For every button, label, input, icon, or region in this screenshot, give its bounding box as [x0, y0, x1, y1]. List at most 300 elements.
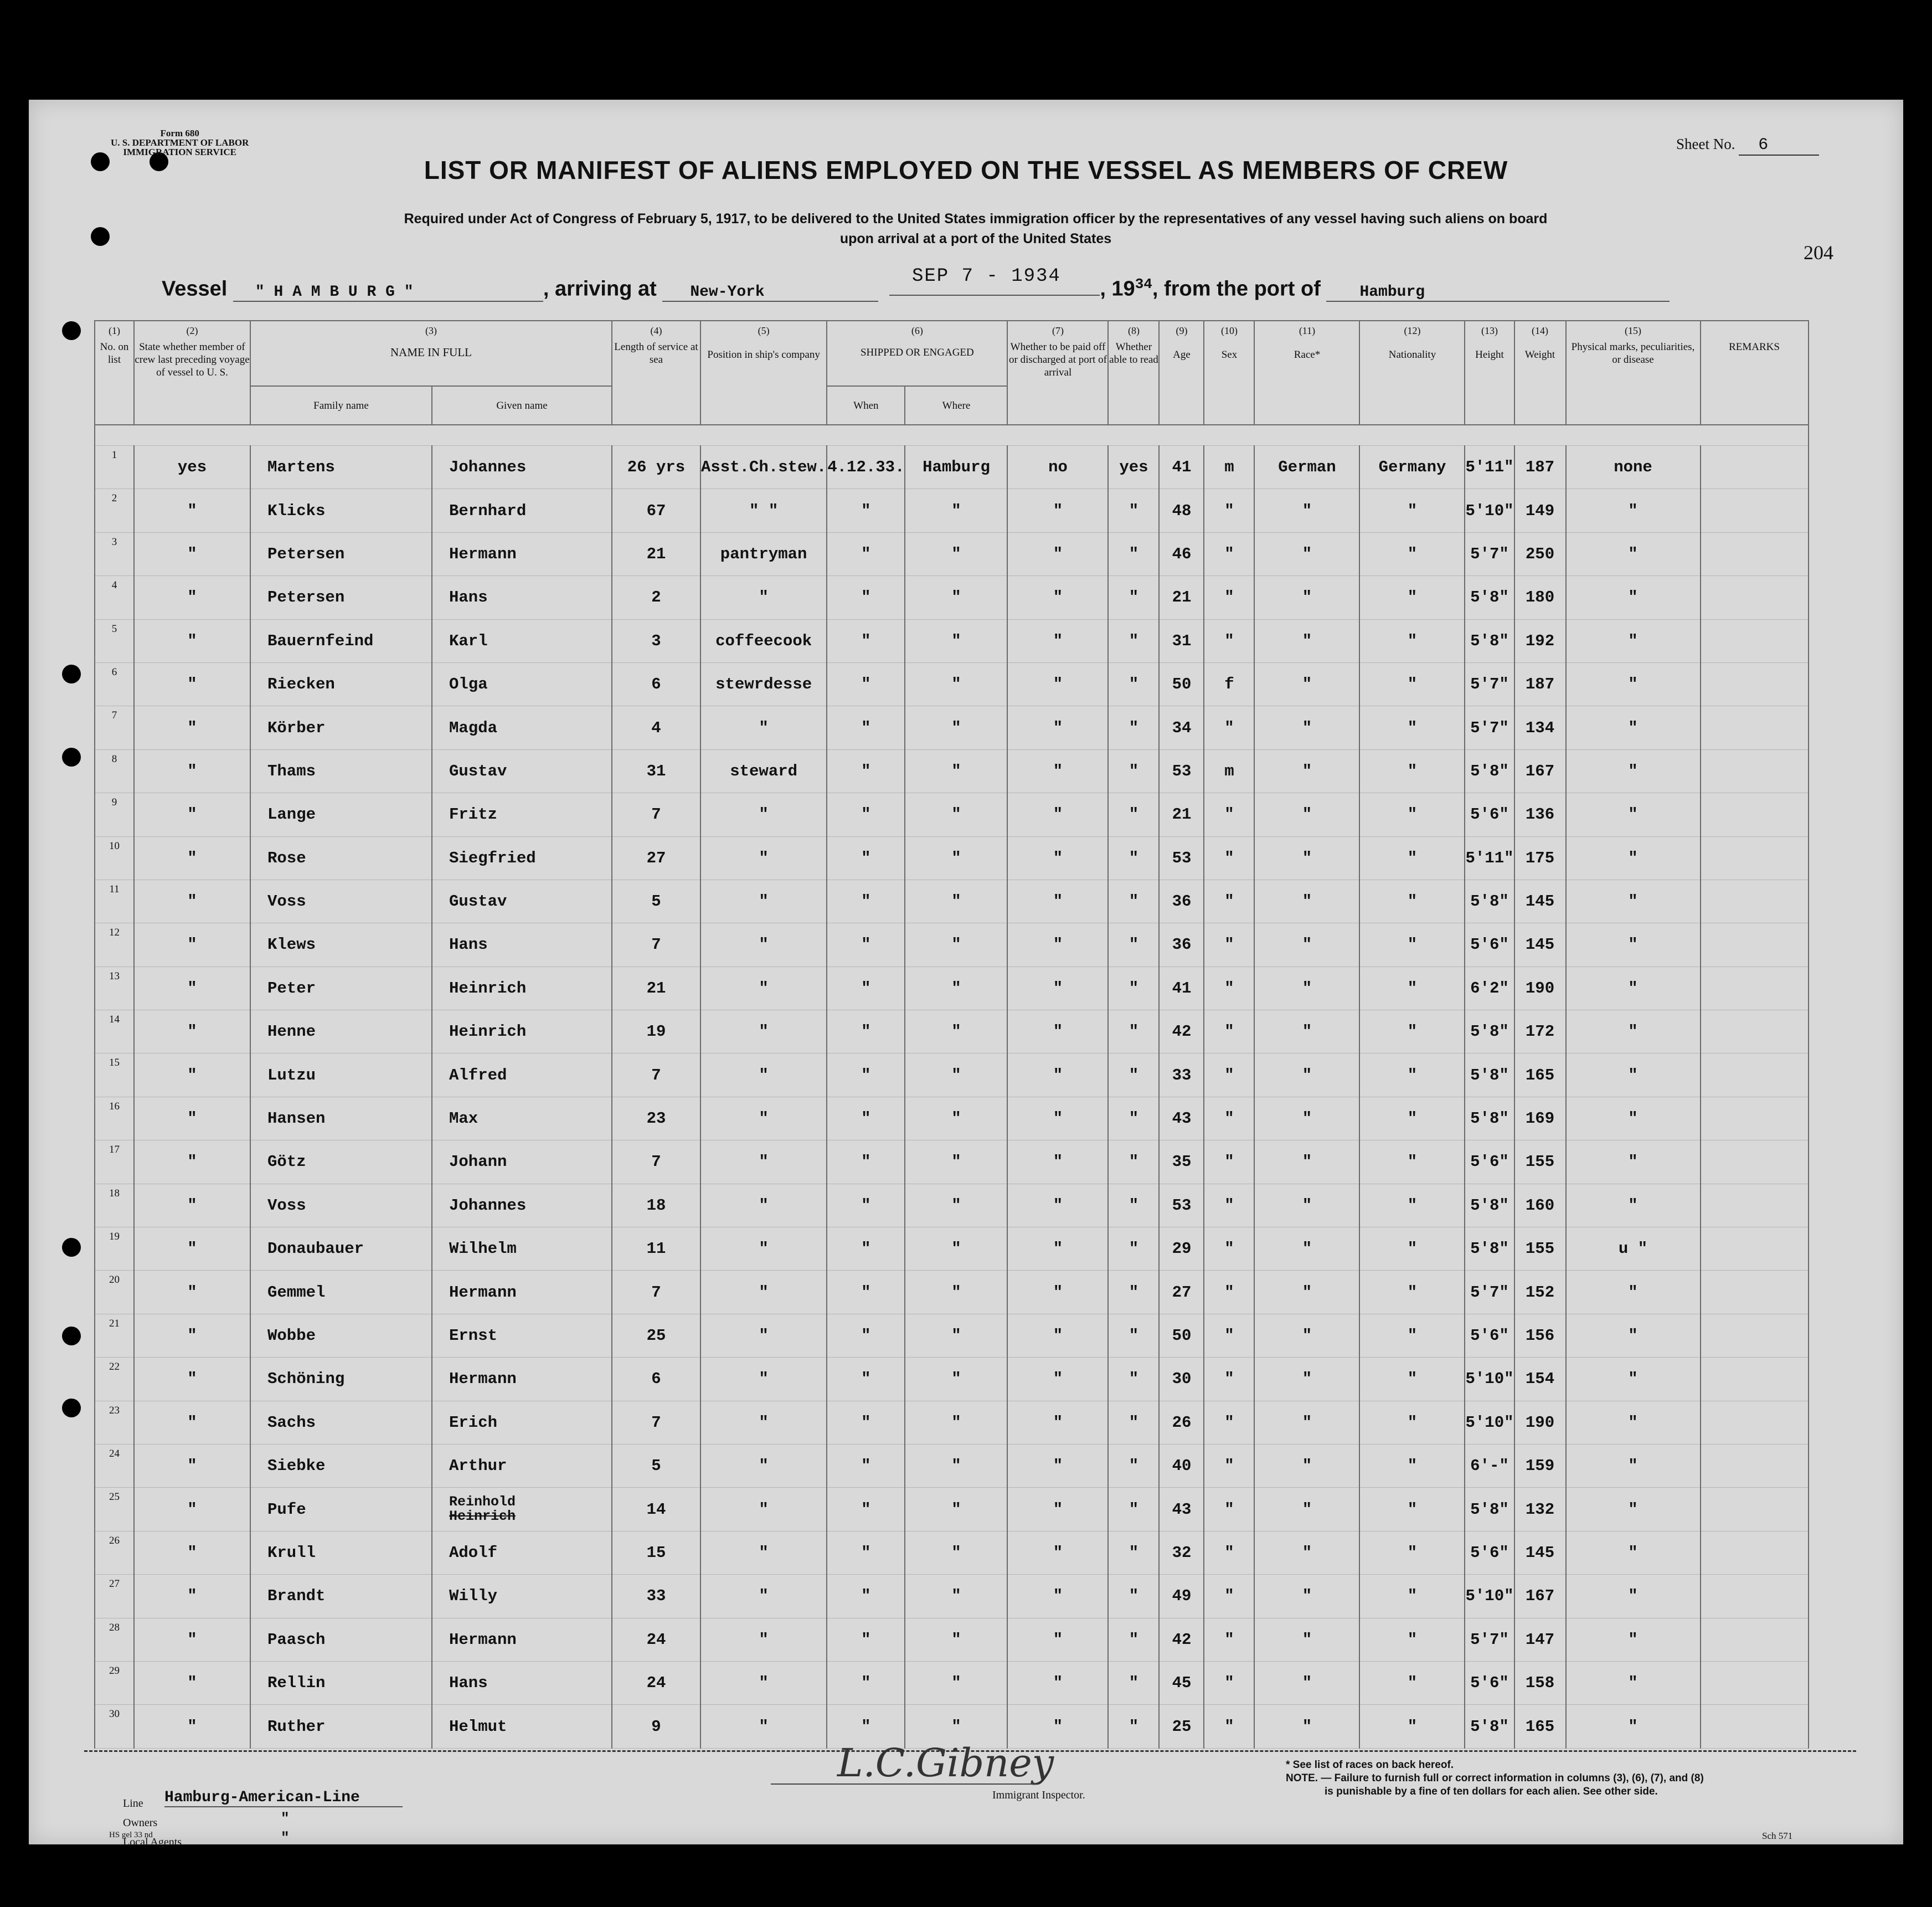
length-of-service-cell: 6	[612, 662, 700, 706]
remarks-cell	[1701, 1618, 1809, 1661]
previous-voyage-cell: "	[134, 662, 250, 706]
able-to-read-cell: "	[1108, 1140, 1159, 1184]
paid-off-cell: "	[1007, 880, 1108, 923]
remarks-cell	[1701, 967, 1809, 1010]
shipped-when-cell: "	[827, 1053, 905, 1097]
length-of-service-cell: 23	[612, 1097, 700, 1140]
age-cell: 35	[1159, 1140, 1204, 1184]
col-header-where: Where	[905, 386, 1007, 425]
previous-voyage-cell: "	[134, 1314, 250, 1357]
shipped-where-cell: "	[905, 1097, 1007, 1140]
given-name-struck: Heinrich	[449, 1508, 516, 1525]
paid-off-cell: "	[1007, 489, 1108, 532]
row-number-cell: 10	[95, 836, 134, 880]
previous-voyage-cell: "	[134, 1184, 250, 1227]
table-row	[95, 1575, 1809, 1618]
family-name-cell: Hansen	[250, 1097, 432, 1140]
position-cell: "	[700, 1097, 827, 1140]
able-to-read-cell: "	[1108, 1401, 1159, 1444]
col-header-family-name: Family name	[250, 386, 432, 425]
able-to-read-cell: "	[1108, 1358, 1159, 1401]
paid-off-cell: "	[1007, 1575, 1108, 1618]
given-name-cell: Gustav	[432, 880, 612, 923]
nationality-cell: "	[1359, 1097, 1465, 1140]
required-notice	[239, 209, 1712, 249]
position-cell: "	[700, 1184, 827, 1227]
col-header-no: (1) No. on list	[95, 321, 134, 425]
table-row	[95, 1053, 1809, 1097]
previous-voyage-cell: "	[134, 1531, 250, 1574]
physical-marks-cell: "	[1566, 1314, 1701, 1357]
punch-hole	[62, 1238, 81, 1257]
position-cell: "	[700, 1271, 827, 1314]
previous-voyage-cell: "	[134, 576, 250, 619]
given-name-cell: Johannes	[432, 1184, 612, 1227]
paid-off-cell: "	[1007, 1618, 1108, 1661]
shipped-when-cell: "	[827, 489, 905, 532]
vessel-name-field: " H A M B U R G "	[233, 284, 543, 302]
table-row	[95, 1358, 1809, 1401]
weight-cell: 134	[1514, 706, 1566, 749]
paid-off-cell: "	[1007, 1661, 1108, 1704]
race-cell: "	[1254, 923, 1359, 967]
position-cell: "	[700, 1140, 827, 1184]
schedule-number: Sch 571	[1762, 1831, 1793, 1841]
physical-marks-cell: "	[1566, 880, 1701, 923]
race-cell: "	[1254, 532, 1359, 575]
able-to-read-cell: "	[1108, 1227, 1159, 1271]
family-name-cell: Riecken	[250, 662, 432, 706]
nationality-cell: "	[1359, 967, 1465, 1010]
given-name-cell: Erich	[432, 1401, 612, 1444]
table-row	[95, 532, 1809, 575]
position-cell: "	[700, 1661, 827, 1704]
race-cell: "	[1254, 1531, 1359, 1574]
physical-marks-cell: none	[1566, 446, 1701, 489]
sheet-number-field	[1676, 136, 1819, 156]
given-name-cell: Helmut	[432, 1705, 612, 1748]
table-row	[95, 1271, 1809, 1314]
date-blank-field	[889, 295, 1100, 296]
remarks-cell	[1701, 1575, 1809, 1618]
remarks-cell	[1701, 1140, 1809, 1184]
race-cell: "	[1254, 836, 1359, 880]
position-cell: "	[700, 1705, 827, 1748]
length-of-service-cell: 7	[612, 1401, 700, 1444]
owners-label: Owners	[123, 1817, 158, 1829]
given-name-cell: Hans	[432, 576, 612, 619]
shipped-where-cell: "	[905, 489, 1007, 532]
previous-voyage-cell: "	[134, 1053, 250, 1097]
position-cell: "	[700, 1531, 827, 1574]
race-cell: "	[1254, 1488, 1359, 1531]
shipped-when-cell: "	[827, 1227, 905, 1271]
sheet-number-value: 6	[1739, 136, 1819, 156]
race-cell: "	[1254, 1661, 1359, 1704]
sex-cell: "	[1204, 532, 1254, 575]
nationality-cell: "	[1359, 1140, 1465, 1184]
able-to-read-cell: "	[1108, 1661, 1159, 1704]
paid-off-cell: "	[1007, 1401, 1108, 1444]
previous-voyage-cell: "	[134, 1401, 250, 1444]
physical-marks-cell: "	[1566, 836, 1701, 880]
previous-voyage-cell: "	[134, 532, 250, 575]
shipped-when-cell: "	[827, 1488, 905, 1531]
col-header-nationality: (12) Nationality	[1359, 321, 1465, 425]
physical-marks-cell: "	[1566, 1531, 1701, 1574]
paid-off-cell: "	[1007, 836, 1108, 880]
table-row	[95, 836, 1809, 880]
given-name-cell: Hans	[432, 923, 612, 967]
previous-voyage-cell: yes	[134, 446, 250, 489]
weight-cell: 167	[1514, 1575, 1566, 1618]
given-name-cell: Siegfried	[432, 836, 612, 880]
physical-marks-cell: "	[1566, 1271, 1701, 1314]
physical-marks-cell: "	[1566, 1097, 1701, 1140]
weight-cell: 167	[1514, 749, 1566, 793]
position-cell: "	[700, 967, 827, 1010]
sex-cell: "	[1204, 836, 1254, 880]
weight-cell: 147	[1514, 1618, 1566, 1661]
age-cell: 49	[1159, 1575, 1204, 1618]
shipped-when-cell: "	[827, 706, 905, 749]
given-name-cell: Olga	[432, 662, 612, 706]
height-cell: 5'7"	[1465, 1271, 1514, 1314]
height-cell: 5'10"	[1465, 1358, 1514, 1401]
weight-cell: 149	[1514, 489, 1566, 532]
age-cell: 26	[1159, 1401, 1204, 1444]
shipped-where-cell: "	[905, 619, 1007, 662]
remarks-cell	[1701, 1661, 1809, 1704]
row-number-cell: 23	[95, 1401, 134, 1444]
age-cell: 42	[1159, 1618, 1204, 1661]
sex-cell: m	[1204, 446, 1254, 489]
shipped-when-cell: "	[827, 1705, 905, 1748]
row-number-cell: 21	[95, 1314, 134, 1357]
able-to-read-cell: "	[1108, 1705, 1159, 1748]
length-of-service-cell: 14	[612, 1488, 700, 1531]
family-name-cell: Lange	[250, 793, 432, 836]
nationality-cell: "	[1359, 1705, 1465, 1748]
row-number-cell: 30	[95, 1705, 134, 1748]
row-number-cell: 29	[95, 1661, 134, 1704]
nationality-cell: "	[1359, 1358, 1465, 1401]
age-cell: 25	[1159, 1705, 1204, 1748]
remarks-cell	[1701, 662, 1809, 706]
race-cell: "	[1254, 1271, 1359, 1314]
row-number-cell: 9	[95, 793, 134, 836]
paid-off-cell: "	[1007, 1053, 1108, 1097]
family-name-cell: Thams	[250, 749, 432, 793]
length-of-service-cell: 5	[612, 1444, 700, 1487]
shipped-where-cell: "	[905, 793, 1007, 836]
length-of-service-cell: 21	[612, 967, 700, 1010]
family-name-cell: Petersen	[250, 576, 432, 619]
family-name-cell: Wobbe	[250, 1314, 432, 1357]
weight-cell: 132	[1514, 1488, 1566, 1531]
physical-marks-cell: "	[1566, 1488, 1701, 1531]
height-cell: 5'7"	[1465, 1618, 1514, 1661]
nationality-cell: "	[1359, 1661, 1465, 1704]
sex-cell: "	[1204, 1140, 1254, 1184]
previous-voyage-cell: "	[134, 1140, 250, 1184]
form-code: HS gel 33 nd	[109, 1831, 153, 1839]
race-cell: "	[1254, 793, 1359, 836]
vessel-label: Vessel	[162, 277, 228, 301]
able-to-read-cell: "	[1108, 1010, 1159, 1053]
height-cell: 5'10"	[1465, 1575, 1514, 1618]
given-name-cell: Hermann	[432, 532, 612, 575]
position-cell: pantryman	[700, 532, 827, 575]
remarks-cell	[1701, 532, 1809, 575]
age-cell: 21	[1159, 793, 1204, 836]
sex-cell: m	[1204, 749, 1254, 793]
sex-cell: "	[1204, 793, 1254, 836]
table-row	[95, 967, 1809, 1010]
position-cell: "	[700, 1618, 827, 1661]
previous-voyage-cell: "	[134, 1575, 250, 1618]
position-cell: steward	[700, 749, 827, 793]
required-text-line-1: Required under Act of Congress of February 5, 1917, to be delivered to the United States immigration officer by the representatives of any vessel having such aliens on board	[404, 211, 1548, 227]
race-cell: "	[1254, 706, 1359, 749]
position-cell: "	[700, 1314, 827, 1357]
weight-cell: 159	[1514, 1444, 1566, 1487]
age-cell: 50	[1159, 662, 1204, 706]
height-cell: 5'8"	[1465, 1010, 1514, 1053]
shipped-where-cell: "	[905, 1184, 1007, 1227]
shipped-when-cell: "	[827, 662, 905, 706]
sex-cell: "	[1204, 1097, 1254, 1140]
weight-cell: 145	[1514, 1531, 1566, 1574]
shipped-where-cell: "	[905, 880, 1007, 923]
race-cell: "	[1254, 1444, 1359, 1487]
given-name-cell: Hans	[432, 1661, 612, 1704]
remarks-cell	[1701, 1488, 1809, 1531]
crew-manifest-table	[94, 320, 1809, 1749]
remarks-cell	[1701, 793, 1809, 836]
length-of-service-cell: 24	[612, 1618, 700, 1661]
previous-voyage-cell: "	[134, 880, 250, 923]
nationality-cell: "	[1359, 1531, 1465, 1574]
table-row	[95, 1097, 1809, 1140]
shipped-when-cell: "	[827, 749, 905, 793]
sex-cell: "	[1204, 1401, 1254, 1444]
col-header-weight: (14) Weight	[1514, 321, 1566, 425]
position-cell: "	[700, 1358, 827, 1401]
sex-cell: "	[1204, 1618, 1254, 1661]
table-row	[95, 1661, 1809, 1704]
given-name-cell: Wilhelm	[432, 1227, 612, 1271]
punch-hole	[91, 227, 110, 246]
remarks-cell	[1701, 923, 1809, 967]
row-number-cell: 24	[95, 1444, 134, 1487]
previous-voyage-cell: "	[134, 1661, 250, 1704]
height-cell: 5'11"	[1465, 446, 1514, 489]
weight-cell: 156	[1514, 1314, 1566, 1357]
shipped-where-cell: "	[905, 1575, 1007, 1618]
length-of-service-cell: 7	[612, 793, 700, 836]
paid-off-cell: "	[1007, 1444, 1108, 1487]
family-name-cell: Krull	[250, 1531, 432, 1574]
age-cell: 36	[1159, 923, 1204, 967]
given-name-cell: Heinrich	[432, 1010, 612, 1053]
height-cell: 5'8"	[1465, 1488, 1514, 1531]
shipped-when-cell: "	[827, 1140, 905, 1184]
previous-voyage-cell: "	[134, 1010, 250, 1053]
weight-cell: 145	[1514, 923, 1566, 967]
nationality-cell: "	[1359, 489, 1465, 532]
height-cell: 5'8"	[1465, 619, 1514, 662]
shipped-where-cell: "	[905, 1227, 1007, 1271]
shipped-where-cell: "	[905, 1010, 1007, 1053]
race-cell: "	[1254, 1401, 1359, 1444]
previous-voyage-cell: "	[134, 706, 250, 749]
age-cell: 41	[1159, 446, 1204, 489]
table-row	[95, 1444, 1809, 1487]
previous-voyage-cell: "	[134, 793, 250, 836]
height-cell: 5'8"	[1465, 576, 1514, 619]
weight-cell: 136	[1514, 793, 1566, 836]
length-of-service-cell: 24	[612, 1661, 700, 1704]
shipped-where-cell: "	[905, 1271, 1007, 1314]
position-cell: Asst.Ch.stew.	[700, 446, 827, 489]
paid-off-cell: "	[1007, 619, 1108, 662]
given-name-cell: Hermann	[432, 1618, 612, 1661]
crew-rows	[95, 425, 1809, 1748]
table-row	[95, 1401, 1809, 1444]
height-cell: 5'6"	[1465, 793, 1514, 836]
row-number-cell: 14	[95, 1010, 134, 1053]
weight-cell: 165	[1514, 1053, 1566, 1097]
family-name-cell: Rellin	[250, 1661, 432, 1704]
shipped-where-cell: "	[905, 1401, 1007, 1444]
shipped-where-cell: "	[905, 1531, 1007, 1574]
family-name-cell: Martens	[250, 446, 432, 489]
nationality-cell: "	[1359, 1053, 1465, 1097]
row-number-cell: 6	[95, 662, 134, 706]
weight-cell: 155	[1514, 1140, 1566, 1184]
able-to-read-cell: "	[1108, 706, 1159, 749]
local-agents-label: Local Agents	[123, 1836, 182, 1848]
shipped-when-cell: "	[827, 1097, 905, 1140]
position-cell: " "	[700, 489, 827, 532]
paid-off-cell: "	[1007, 1227, 1108, 1271]
col-header-age: (9) Age	[1159, 321, 1204, 425]
table-row	[95, 1531, 1809, 1574]
length-of-service-cell: 25	[612, 1314, 700, 1357]
nationality-cell: "	[1359, 1488, 1465, 1531]
previous-voyage-cell: "	[134, 1227, 250, 1271]
age-cell: 41	[1159, 967, 1204, 1010]
shipped-when-cell: "	[827, 1618, 905, 1661]
able-to-read-cell: "	[1108, 1271, 1159, 1314]
position-cell: "	[700, 1227, 827, 1271]
given-name-cell: Bernhard	[432, 489, 612, 532]
table-row	[95, 619, 1809, 662]
nationality-cell: "	[1359, 1575, 1465, 1618]
table-row	[95, 446, 1809, 489]
weight-cell: 154	[1514, 1358, 1566, 1401]
row-number-cell: 5	[95, 619, 134, 662]
sex-cell: "	[1204, 619, 1254, 662]
height-cell: 5'8"	[1465, 1053, 1514, 1097]
able-to-read-cell: "	[1108, 1618, 1159, 1661]
table-row	[95, 1184, 1809, 1227]
col-header-physical-marks: (15) Physical marks, peculiarities, or disease	[1566, 321, 1701, 425]
shipped-where-cell: "	[905, 1661, 1007, 1704]
row-number-cell: 17	[95, 1140, 134, 1184]
able-to-read-cell: "	[1108, 619, 1159, 662]
year-prefix: , 19	[1100, 277, 1135, 301]
shipped-where-cell: "	[905, 1444, 1007, 1487]
age-cell: 50	[1159, 1314, 1204, 1357]
nationality-cell: "	[1359, 836, 1465, 880]
family-name-cell: Schöning	[250, 1358, 432, 1401]
age-cell: 53	[1159, 1184, 1204, 1227]
local-agents-value: "	[281, 1829, 290, 1846]
shipped-when-cell: "	[827, 576, 905, 619]
previous-voyage-cell: "	[134, 1097, 250, 1140]
physical-marks-cell: "	[1566, 1358, 1701, 1401]
row-number-cell: 15	[95, 1053, 134, 1097]
previous-voyage-cell: "	[134, 1705, 250, 1748]
age-cell: 42	[1159, 1010, 1204, 1053]
weight-cell: 190	[1514, 967, 1566, 1010]
paid-off-cell: "	[1007, 576, 1108, 619]
shipped-when-cell: "	[827, 1575, 905, 1618]
paid-off-cell: "	[1007, 532, 1108, 575]
race-cell: "	[1254, 489, 1359, 532]
previous-voyage-cell: "	[134, 967, 250, 1010]
table-row	[95, 749, 1809, 793]
table-row	[95, 1314, 1809, 1357]
immigrant-inspector-label: Immigrant Inspector.	[992, 1789, 1085, 1801]
height-cell: 5'7"	[1465, 662, 1514, 706]
family-name-cell: Rose	[250, 836, 432, 880]
family-name-cell: Bauernfeind	[250, 619, 432, 662]
able-to-read-cell: "	[1108, 662, 1159, 706]
able-to-read-cell: "	[1108, 576, 1159, 619]
row-number-cell: 13	[95, 967, 134, 1010]
table-row	[95, 880, 1809, 923]
race-cell: "	[1254, 1140, 1359, 1184]
remarks-cell	[1701, 1097, 1809, 1140]
from-port-label: , from the port of	[1152, 277, 1321, 301]
physical-marks-cell: "	[1566, 1010, 1701, 1053]
table-row	[95, 706, 1809, 749]
sex-cell: "	[1204, 1227, 1254, 1271]
physical-marks-cell: "	[1566, 793, 1701, 836]
remarks-cell	[1701, 1227, 1809, 1271]
race-cell: "	[1254, 662, 1359, 706]
shipped-where-cell: "	[905, 1053, 1007, 1097]
able-to-read-cell: yes	[1108, 446, 1159, 489]
weight-cell: 175	[1514, 836, 1566, 880]
position-cell: "	[700, 1053, 827, 1097]
age-cell: 27	[1159, 1271, 1204, 1314]
physical-marks-cell: "	[1566, 576, 1701, 619]
remarks-cell	[1701, 749, 1809, 793]
row-number-cell: 22	[95, 1358, 134, 1401]
given-name-cell: Johann	[432, 1140, 612, 1184]
age-cell: 43	[1159, 1097, 1204, 1140]
height-cell: 5'7"	[1465, 532, 1514, 575]
col-header-paid-off: (7) Whether to be paid off or discharged at port of arrival	[1007, 321, 1108, 425]
given-name-cell: Fritz	[432, 793, 612, 836]
inspector-signature: L.C.Gibney	[837, 1740, 1054, 1786]
col-header-height: (13) Height	[1465, 321, 1514, 425]
line-label: Line	[123, 1797, 143, 1810]
